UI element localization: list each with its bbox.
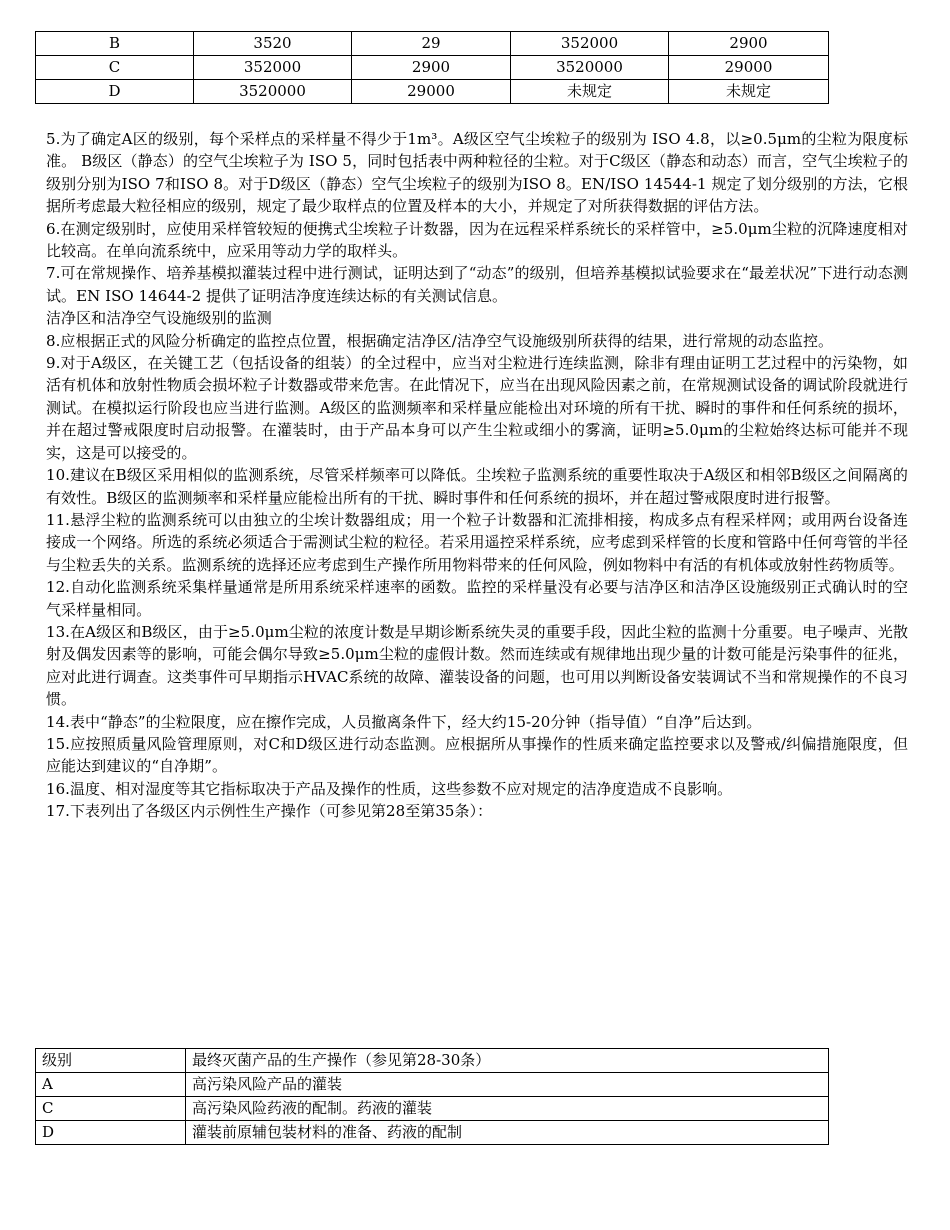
table-row xyxy=(36,1121,829,1145)
table-cell: 352000 xyxy=(511,32,669,56)
table-cell: 高污染风险产品的灌装 xyxy=(186,1073,829,1097)
paragraph-10: 10.建议在B级区采用相似的监测系统，尽管采样频率可以降低。尘埃粒子监测系统的重要性取决于A级区和相邻B级区之间隔离的有效性。B级区的监测频率和采样量应能检出所有的干扰、瞬时事件和任何系统的损坏，并在超过警戒限度时进行报警。 xyxy=(46,466,908,507)
table-row xyxy=(36,32,829,56)
table-cell: D xyxy=(36,1121,186,1145)
table-cell: B xyxy=(36,32,194,56)
table-row xyxy=(36,1073,829,1097)
table-cell: 29000 xyxy=(669,56,829,80)
paragraph-12: 12.自动化监测系统采集样量通常是所用系统采样速率的函数。监控的采样量没有必要与洁净区和洁净区设施级别正式确认时的空气采样量相同。 xyxy=(46,578,908,619)
table-row xyxy=(36,80,829,104)
paragraph-5: 5.为了确定A区的级别，每个采样点的采样量不得少于1m³。A级区空气尘埃粒子的级别为 ISO 4.8，以≥0.5μm的尘粒为限度标准。 B级区（静态）的空气尘埃粒子为 ISO 5，同时包括表中两种粒径的尘粒。对于C级区（静态和动态）而言，空气尘埃粒子的级别分别为ISO 7和ISO 8。对于D级区（静态）空气尘埃粒子的级别为ISO 8。EN/ISO 14544-1 规定了划分级别的方法，它根据所考虑最大粒径相应的级别，规定了最少取样点的位置及样本的大小，并规定了对所获得数据的评估方法。 xyxy=(46,130,908,216)
paragraph-6: 6.在测定级别时，应使用采样管较短的便携式尘埃粒子计数器，因为在远程采样系统长的采样管中，≥5.0μm尘粒的沉降速度相对比较高。在单向流系统中，应采用等动力学的取样头。 xyxy=(46,219,908,261)
table-cell: 2900 xyxy=(669,32,829,56)
table-header-cell: 级别 xyxy=(36,1049,186,1073)
table-cell: 3520000 xyxy=(511,56,669,80)
paragraph-13: 13.在A级区和B级区，由于≥5.0μm尘粒的浓度计数是早期诊断系统失灵的重要手段，因此尘粒的监测十分重要。电子噪声、光散射及偶发因素等的影响，可能会偶尔导致≥5.0μm尘粒的虚假计数。然而连续或有规律地出现少量的计数可能是污染事件的征兆，应对此进行调查。这类事件可早期指示HVAC系统的故障、灌装设备的问题，也可用以判断设备安装调试不当和常规操作的不良习惯。 xyxy=(46,622,908,709)
table-cell: 未规定 xyxy=(511,80,669,104)
paragraph-15: 15.应按照质量风险管理原则，对C和D级区进行动态监测。应根据所从事操作的性质来确定监控要求以及警戒/纠偏措施限度，但应能达到建议的“自净期”。 xyxy=(46,734,908,776)
table-header-row xyxy=(36,1049,829,1073)
table-cell: C xyxy=(36,56,194,80)
paragraph-11: 11.悬浮尘粒的监测系统可以由独立的尘埃计数器组成；用一个粒子计数器和汇流排相接，构成多点有程采样网；或用两台设备连接成一个网络。所选的系统必须适合于需测试尘粒的粒径。若采用遥控采样系统，应考虑到采样管的长度和管路中任何弯管的半径与尘粒丢失的关系。监测系统的选择还应考虑到生产操作所用物料带来的任何风险，例如物料中有活的有机体或放射性药物质等。 xyxy=(46,510,908,574)
paragraph-16: 16.温度、相对湿度等其它指标取决于产品及操作的性质，这些参数不应对规定的洁净度造成不良影响。 xyxy=(46,779,733,798)
table-cell: 2900 xyxy=(352,56,511,80)
table-cell: C xyxy=(36,1097,186,1121)
table-cell: A xyxy=(36,1073,186,1097)
paragraph-7: 7.可在常规操作、培养基模拟灌装过程中进行测试，证明达到了“动态”的级别，但培养基模拟试验要求在“最差状况”下进行动态测试。EN ISO 14644-2 提供了证明洁净度连续达标的有关测试信息。 xyxy=(46,264,908,305)
paragraph-17: 17.下表列出了各级区内示例性生产操作（可参见第28至第35条）： xyxy=(46,802,493,821)
paragraph-9: 9.对于A级区，在关键工艺（包括设备的组装）的全过程中，应当对尘粒进行连续监测，除非有理由证明工艺过程中的污染物，如活有机体和放射性物质会损坏粒子计数器或带来危害。在此情况下，应当在出现风险因素之前，在常规测试设备的调试阶段就进行测试。在模拟运行阶段也应当进行监测。A级区的监测频率和采样量应能检出对环境的所有干扰、瞬时的事件和任何系统的损坏，并在超过警戒限度时启动报警。在灌装时，由于产品本身可以产生尘粒或细小的雾滴，证明≥5.0μm的尘粒始终达标可能并不现实，这是可以接受的。 xyxy=(46,354,908,462)
table-cell: 3520000 xyxy=(194,80,352,104)
table-cell: 29000 xyxy=(352,80,511,104)
section-heading: 洁净区和洁净空气设施级别的监测 xyxy=(46,309,272,328)
body-text xyxy=(46,128,908,823)
table-cell: 29 xyxy=(352,32,511,56)
paragraph-14: 14.表中“静态”的尘粒限度，应在擦作完成，人员撤离条件下，经大约15-20分钟（指导值）“自净”后达到。 xyxy=(46,712,762,731)
table-cell: 高污染风险药液的配制。药液的灌装 xyxy=(186,1097,829,1121)
table-row xyxy=(36,56,829,80)
top-limits-table xyxy=(35,31,829,104)
table-header-cell: 最终灭菌产品的生产操作（参见第28-30条） xyxy=(186,1049,829,1073)
table-cell: D xyxy=(36,80,194,104)
table-row xyxy=(36,1097,829,1121)
table-cell: 灌装前原辅包装材料的准备、药液的配制 xyxy=(186,1121,829,1145)
operations-table xyxy=(35,1048,829,1145)
table-cell: 352000 xyxy=(194,56,352,80)
paragraph-8: 8.应根据正式的风险分析确定的监控点位置，根据确定洁净区/洁净空气设施级别所获得的结果，进行常规的动态监控。 xyxy=(46,331,834,350)
table-cell: 未规定 xyxy=(669,80,829,104)
table-cell: 3520 xyxy=(194,32,352,56)
